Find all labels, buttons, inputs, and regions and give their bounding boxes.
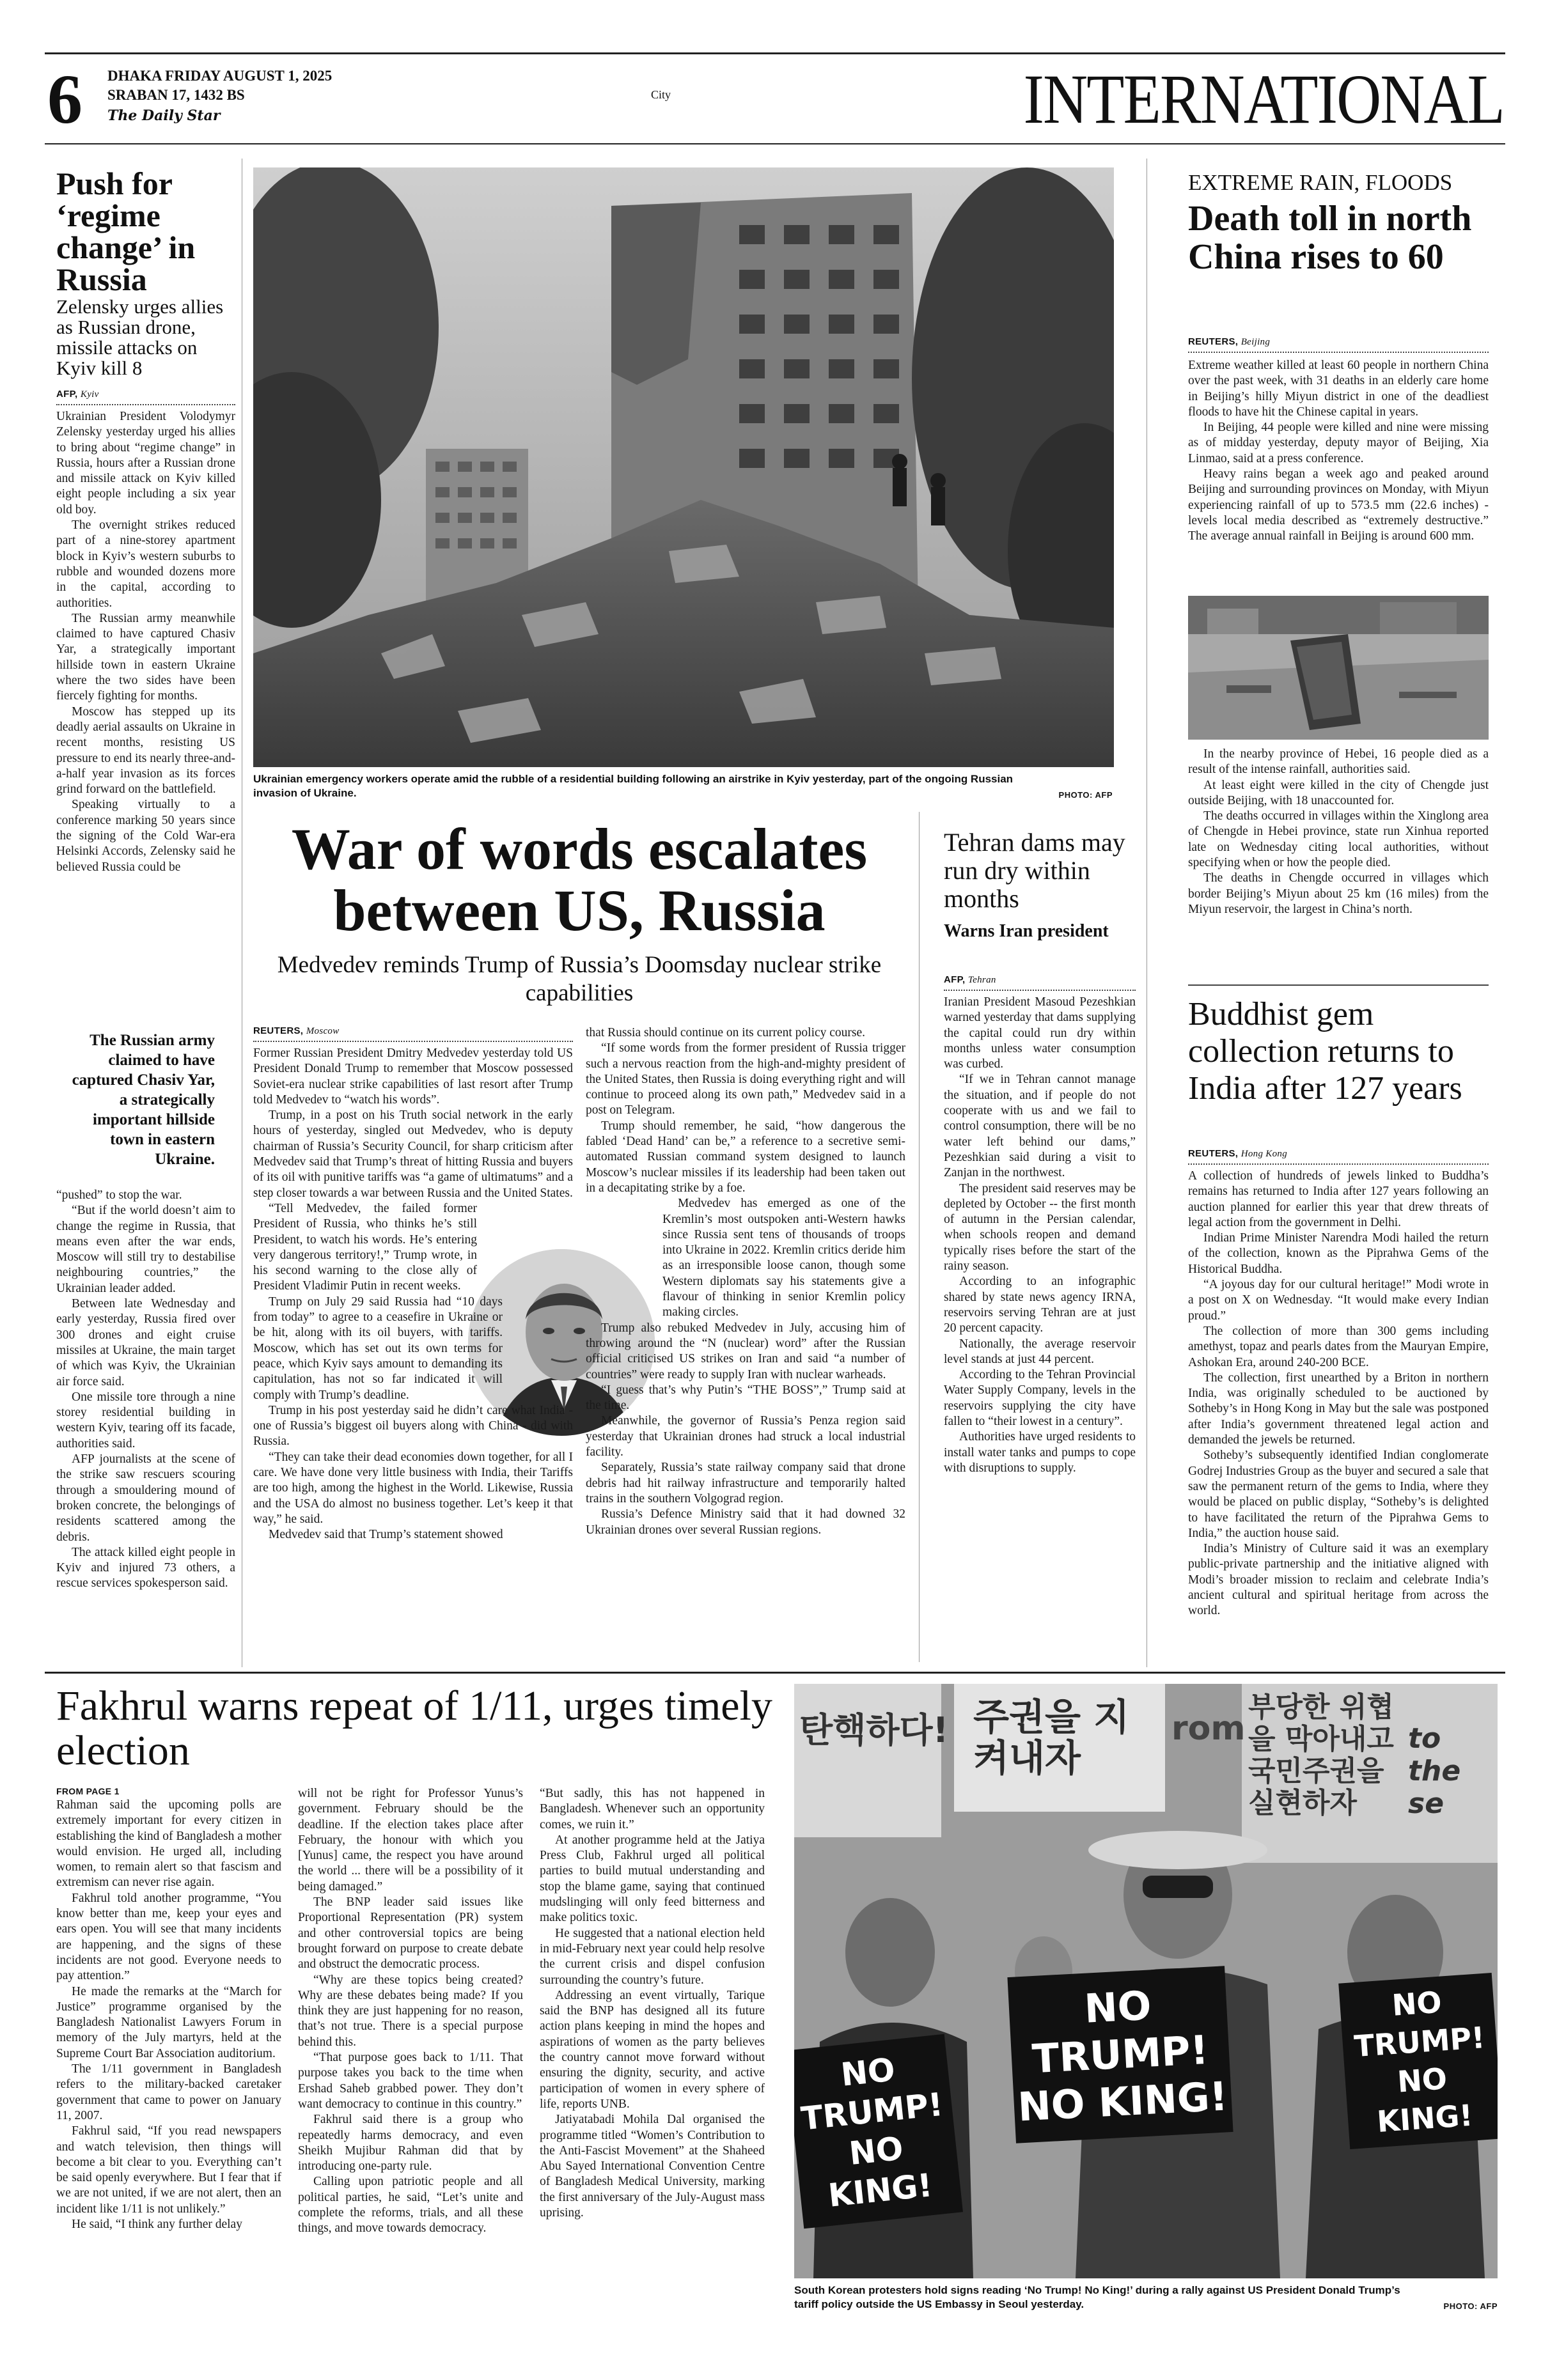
china-paragraph: The deaths occurred in villages within the Xinglong area of Chengde in Hebei province, state run Xinhua reported late on Wednesday citing local authorities, without specifying when or how the people died. [1188, 809, 1489, 870]
lead-paragraph: Russia’s Defence Ministry said that it had downed 32 Ukrainian drones over several Russian regions. [586, 1507, 905, 1537]
seoul-protest-photo [794, 1684, 1498, 2278]
china-paragraph: Extreme weather killed at least 60 people in northern China over the past week, with 31 deaths in an elderly care home in Beijing’s hilly Miyun district in one of the deadliest floods to have hit the Chinese capital in years. [1188, 359, 1489, 419]
buddha-paragraph: Sotheby’s subsequently identified Indian conglomerate Godrej Industries Group as the buyer and secured a sale that saw the permanent return of the gems to India, where they would be placed on public display, “Sotheby’s is delighted to have facilitated the return of the Piprahwa Gems to India,” the auction house said. [1188, 1449, 1489, 1540]
fakhrul-paragraph: Jatiyatabadi Mohila Dal organised the programme titled “Women’s Contribution to the Anti-Fascist Movement” at the Shaheed Abu Sayed International Convention Centre of Bangladesh Medical University, marking the first anniversary of the July-August mass uprising. [540, 2113, 765, 2220]
tehran-paragraph: The president said reserves may be depleted by October -- the first month of autumn in the Persian calendar, when schools reopen and demand typically rises before the start of the rainy season. [944, 1181, 1136, 1273]
lead-paragraph: that Russia should continue on its current policy course. [586, 1026, 866, 1039]
sign-text: NO TRUMP! NO KING! [799, 2051, 945, 2214]
fakhrul-paragraph: “Why are these topics being created? Why are these debates being made? If you think they are just happening for no reason, that’s not true. There is a special purpose behind this. [298, 1973, 523, 2049]
fakhrul-paragraph: He suggested that a national election held in mid-February next year could help resolve the current crisis and dispel confusion surrounding the country’s future. [540, 1926, 765, 1987]
kyiv-byline-rule [56, 404, 235, 405]
kyiv-paragraph: Moscow has stepped up its deadly aerial assaults on Ukraine in recent months, resisting US pressure to end its nearly three-and-a-half year invasion as its forces grind forward on the battlefield. [56, 704, 235, 797]
lead-paragraph: Medvedev has emerged as one of the Kremlin’s most outspoken anti-Western hawks since Russia sent tens of thousands of troops into Ukraine in 2022. Kremlin critics deride him as an irresponsible loose canon, though some Western diplomats say his statements give a flavour of thinking in senior Kremlin policy making circles. [662, 1197, 905, 1319]
seoul-photo-caption: South Korean protesters hold signs reading ‘No Trump! No King!’ during a rally against US President Donald Trump’s tariff policy outside the US Embassy in Seoul yesterday. [794, 2284, 1400, 2310]
tehran-paragraph: Iranian President Masoud Pezeshkian warned yesterday that dams supplying the capital could run dry within months unless water consumption was curbed. [944, 995, 1136, 1071]
tehran-headline: Tehran dams may run dry within months [944, 828, 1125, 913]
lead-byline: REUTERS, Moscow [253, 1025, 340, 1036]
buddha-paragraph: Indian Prime Minister Narendra Modi hailed the return of the collection, known as the Piprahwa Gems of the Historical Buddha. [1188, 1231, 1489, 1276]
china-paragraph: The deaths in Chengde occurred in villages which border Beijing’s Miyun about 25 km (16 miles) from the Miyun reservoir, the largest in China’s north. [1188, 871, 1489, 916]
tehran-byline-rule [944, 990, 1136, 991]
lead-body-2 [586, 1025, 905, 1660]
lead-paragraph: Trump on July 29 said Russia had “10 days from today” to agree to a ceasefire in Ukraine or be hit, along with its oil buyers, with tariffs. Moscow, which has set out its own terms for peace, which Kyiv says amount to demanding its capitulation, has not so far indicated it will comply with Trump’s deadline. [253, 1295, 503, 1402]
edition-label: City [651, 88, 671, 101]
lead-paragraph: “Tell Medvedev, the failed former President of Russia, who thinks he’s still President, to watch his words. He’s entering very dangerous territory!,” Trump wrote, in his second warning to the close ally of President Vladimir Putin in recent weeks. [253, 1201, 477, 1293]
flood-photo [1188, 596, 1489, 740]
dateline: DHAKA FRIDAY AUGUST 1, 2025 [107, 68, 333, 84]
fakhrul-paragraph: Addressing an event virtually, Tarique said the BNP has designed all its future action plans keeping in mind the hopes and aspirations of women as the party believes the country cannot move forward without ensuring the dignity, security, and active participation of women in every sphere of life, reports UNB. [540, 1988, 765, 2111]
lead-paragraph: Separately, Russia’s state railway company said that drone debris had hit railway infrastructure and temporarily halted trains in the southern Volgograd region. [586, 1461, 905, 1505]
kyiv-headline: Push for ‘regime change’ in Russia [56, 166, 196, 297]
kyiv-byline: AFP, Kyiv [56, 389, 99, 400]
tehran-body [944, 995, 1136, 1661]
kyiv-rubble-photo [253, 167, 1114, 767]
buddha-headline: Buddhist gem collection returns to India after 127 years [1188, 996, 1462, 1107]
banner-text-4: to the se [1408, 1722, 1461, 1820]
fakhrul-paragraph: “That purpose goes back to 1/11. That purpose takes you back to the time when Ershad Saheb grabbed power. They don’t want democracy to continue in this country.” [298, 2051, 523, 2111]
buddha-paragraph: A collection of hundreds of jewels linked to Buddha’s remains has returned to India after 127 years following an auction planned for earlier this year that drew threats of legal action from the government in Delhi. [1188, 1169, 1489, 1229]
no-trump-sign-center [1007, 1966, 1233, 2143]
buddha-paragraph: The collection of more than 300 gems including amethyst, topaz and pearls dates from the Mauryan Empire, Ashokan Era, around 240-200 BCE. [1188, 1324, 1489, 1369]
fakhrul-paragraph: At another programme held at the Jatiya Press Club, Fakhrul urged all political parties to build mutual understanding and stop the blame game, saying that continued mudslinging will only feed bitterness and make politics toxic. [540, 1833, 765, 1925]
page-number: 6 [47, 60, 82, 138]
lead-paragraph: “They can take their dead economies down together, for all I care. We have done very little business with India, their Tariffs are too high, among the highest in the World. Likewise, Russia and the USA do almost no business together. Let’s keep it that way,” he said. [253, 1450, 573, 1526]
lead-paragraph: Former Russian President Dmitry Medvedev yesterday told US President Donald Trump to remember that Moscow possessed Soviet-era nuclear strike capabilities of last resort after Trump told Medvedev to “watch his words”. [253, 1046, 573, 1107]
sign-text: NO TRUMP! NO KING! [1016, 1982, 1229, 2131]
lead-byline-rule [253, 1041, 573, 1042]
kyiv-deck: Zelensky urges allies as Russian drone, missile attacks on Kyiv kill 8 [56, 295, 224, 379]
china-paragraph: At least eight were killed in the city of Chengde just outside Beijing, with 18 unaccounted for. [1188, 778, 1489, 807]
paper-logo: The Daily Star [107, 107, 221, 124]
kyiv-paragraph: The attack killed eight people in Kyiv and injured 73 others, a rescue services spokesperson said. [56, 1545, 235, 1591]
banner-text-5: rom [1171, 1709, 1246, 1748]
buddha-body [1188, 1169, 1489, 1662]
fakhrul-paragraph: The BNP leader said issues like Proportional Representation (PR) system and other controversial topics are being brought forward on purpose to create debate and obstruct the democratic process. [298, 1895, 523, 1972]
tehran-paragraph: “If we in Tehran cannot manage the situation, and if people do not cooperate with us and we fail to control consumption, there will be no water left behind our dams,” Pezeshkian said during a visit to Zanjan in the northwest. [944, 1073, 1136, 1180]
kyiv-paragraph: AFP journalists at the scene of the strike saw rescuers scouring through a smouldering mound of broken concrete, the belongings of residents scattered among the debris. [56, 1452, 235, 1544]
fakhrul-paragraph: Fakhrul said, “If you read newspapers and watch television, then things will become a bit clear to you. Everything can’t be said openly everywhere. But I fear that if we are not united, if we are not alert, then an incident like 1/11 is not unlikely.” [56, 2124, 281, 2216]
fakhrul-body-3 [540, 1786, 765, 2360]
china-headline: Death toll in north China rises to 60 [1188, 199, 1472, 277]
lead-paragraph: Trump, in a post on his Truth social network in the early hours of yesterday, singled out Medvedev, who is deputy chairman of Russia’s Security Council, for sharp criticism after Medvedev said that Trump’s threat of hitting Russia and buyers of its oil with punitive tariffs was “a game of ultimatums” and a step closer towards a war between Russia and the United States. [253, 1108, 573, 1200]
kyiv-body-1 [56, 409, 235, 1055]
fakhrul-top-rule [45, 1672, 1505, 1674]
buddha-byline: REUTERS, Hong Kong [1188, 1148, 1288, 1159]
china-body-2 [1188, 747, 1489, 977]
seoul-photo-credit: PHOTO: AFP [1443, 2301, 1498, 2311]
buddha-byline-rule [1188, 1163, 1489, 1165]
lead-deck: Medvedev reminds Trump of Russia’s Doomsday nuclear strike capabilities [277, 952, 882, 1006]
lead-body-1 [253, 1046, 573, 1660]
fakhrul-paragraph: Fakhrul told another programme, “You know better than me, keep your eyes and ears open. You will see that many incidents are happening, and the signs of these incidents are not good. Everyone needs to pay attention.” [56, 1891, 281, 1983]
tehran-paragraph: Nationally, the average reservoir level stands at just 44 percent. [944, 1337, 1136, 1366]
masthead-rule [45, 143, 1505, 144]
china-paragraph: In Beijing, 44 people were killed and nine were missing as of midday yesterday, deputy mayor of Beijing, Xia Linmao, said at a press conference. [1188, 421, 1489, 465]
tehran-byline: AFP, Tehran [944, 974, 996, 985]
lead-paragraph: Meanwhile, the governor of Russia’s Penza region said yesterday that Ukrainian drones had struck a local industrial facility. [586, 1414, 905, 1459]
kyiv-photo-credit: PHOTO: AFP [1058, 790, 1113, 800]
china-paragraph: Heavy rains began a week ago and peaked around Beijing and surrounding provinces on Monday, with Miyun experiencing rainfall of up to 573.5 mm (22.6 inches) - levels local media described as “extremely destructive.” The average annual rainfall in Beijing is around 600 mm. [1188, 467, 1489, 543]
buddha-paragraph: India’s Ministry of Culture said it was an exemplary public-private partnership and the initiative aligned with Modi’s broader mission to reclaim and celebrate India’s ancient cultural and spiritual heritage from across the world. [1188, 1542, 1489, 1618]
no-trump-sign-left [794, 2034, 963, 2229]
kyiv-pullquote: The Russian army claimed to have captured Chasiv Yar, a strategically important hillside town in eastern Ukraine. [72, 1032, 215, 1168]
banner-text-2: 주권을 지켜내자 [973, 1695, 1130, 1780]
tehran-paragraph: According to an infographic shared by state news agency IRNA, reservoirs serving Tehran are at just 20 percent capacity. [944, 1275, 1136, 1335]
kyiv-paragraph: Speaking virtually to a conference marking 50 years since the signing of the Cold War-era Helsinki Accords, Zelensky said he believed Russia could be [56, 798, 235, 874]
kyiv-paragraph: “pushed” to stop the war. [56, 1188, 182, 1202]
lead-paragraph: Trump in his post yesterday said he didn’t care what India - one of Russia’s biggest oil buyers along with China - did with Russia. [253, 1403, 573, 1449]
fakhrul-headline: Fakhrul warns repeat of 1/11, urges timely election [56, 1683, 772, 1774]
fakhrul-paragraph: Fakhrul said there is a group who repeatedly harms democracy, and even Sheikh Mujibur Rahman did that by introducing one-party rule. [298, 2113, 523, 2174]
china-end-rule [1188, 984, 1489, 986]
china-byline: REUTERS, Beijing [1188, 336, 1271, 347]
lead-paragraph: Trump should remember, he said, “how dangerous the fabled ‘Dead Hand’ can be,” a reference to a secretive semi-automated Russian command system designed to launch Moscow’s nuclear missiles if its leadership had been taken out in a decapitating strike by a foe. [586, 1119, 905, 1195]
fakhrul-body-1 [56, 1798, 281, 2360]
sign-text: NO TRUMP! NO KING! [1352, 1984, 1486, 2139]
china-byline-rule [1188, 352, 1489, 353]
kyiv-paragraph: “But if the world doesn’t aim to change the regime in Russia, that means even after the war ends, Moscow will still try to destabilise neighbouring countries,” the Ukrainian leader added. [56, 1204, 235, 1295]
dateline-bs: SRABAN 17, 1432 BS [107, 87, 245, 103]
flood-illustration [1188, 596, 1489, 740]
fakhrul-paragraph: He said, “I think any further delay [72, 2218, 242, 2232]
fakhrul-paragraph: will not be right for Professor Yunus’s government. February should be the deadline. If the election takes place after February, the honour with which you [Yunus] came, the respect you have around the world ... there will be a possibility of it being damaged.” [298, 1787, 523, 1894]
lead-headline: War of words escalates between US, Russia [291, 816, 868, 943]
kyiv-paragraph: The Russian army meanwhile claimed to have captured Chasiv Yar, a strategically important hillside town in eastern Ukraine where the two sides have been fiercely fighting for months. [56, 611, 235, 703]
fakhrul-body-2 [298, 1786, 523, 2360]
kyiv-body-2 [56, 1188, 235, 1667]
banner-text-1: 탄핵하다! [799, 1710, 949, 1750]
fakhrul-from-page: FROM PAGE 1 [56, 1786, 120, 1796]
tehran-paragraph: Authorities have urged residents to install water tanks and pumps to cope with disruptions to supply. [944, 1430, 1136, 1475]
china-body-1 [1188, 358, 1489, 588]
china-kicker: EXTREME RAIN, FLOODS [1188, 170, 1453, 195]
column-divider-tehran [919, 812, 920, 1662]
lead-paragraph: “If some words from the former president of Russia trigger such a nervous reaction from the high-and-mighty president of the United States, then Russia is doing everything right and will continue to proceed along its own path,” Medvedev said in a post on Telegram. [586, 1041, 905, 1117]
banner-text-3: 부당한 위협을 막아내고 국민주권을 실현하자 [1248, 1691, 1394, 1819]
no-trump-sign-right [1338, 1973, 1498, 2149]
rubble-illustration [253, 167, 1114, 767]
buddha-paragraph: “A joyous day for our cultural heritage!” Modi wrote in a post on X on Wednesday. “It would make every Indian proud.” [1188, 1278, 1489, 1323]
tehran-paragraph: According to the Tehran Provincial Water Supply Company, levels in the reservoirs supplying the city have fallen to “their lowest in a century”. [944, 1368, 1136, 1429]
fakhrul-paragraph: Rahman said the upcoming polls are extremely important for every citizen in establishing the kind of Bangladesh a mother would envision. He urged all, including women, to remain alert so that fascism and extremism can never rise again. [56, 1798, 281, 1890]
fakhrul-paragraph: The 1/11 government in Bangladesh refers to the military-backed caretaker government that came to power on January 11, 2007. [56, 2062, 281, 2122]
fakhrul-paragraph: He made the remarks at the “March for Justice” programme organised by the Bangladesh Nationalist Lawyers Forum in memory of the July martyrs, held at the Supreme Court Bar Association auditorium. [56, 1984, 281, 2060]
kyiv-paragraph: The overnight strikes reduced part of a nine-storey apartment block in Kyiv’s western suburbs to rubble and wounded dozens more in the capital, according to authorities. [56, 518, 235, 610]
top-rule [45, 52, 1505, 54]
lead-paragraph: Trump also rebuked Medvedev in July, accusing him of throwing around the “N (nuclear) word” after the Russian official criticised US strikes on Iran and said “a number of countries” were ready to supply Iran with nuclear warheads. [586, 1321, 905, 1381]
kyiv-paragraph: Ukrainian President Volodymyr Zelensky yesterday urged his allies to bring about “regime change” in Russia, hours after a Russian drone and missile attack on Kyiv killed eight people including a six year old boy. [56, 410, 235, 517]
fakhrul-paragraph: “But sadly, this has not happened in Bangladesh. Whenever such an opportunity comes, we ruin it.” [540, 1787, 765, 1832]
tehran-deck: Warns Iran president [944, 921, 1109, 941]
lead-paragraph: “I guess that’s why Putin’s “THE BOSS”,” Trump said at the time. [586, 1383, 905, 1413]
kyiv-photo-caption: Ukrainian emergency workers operate amid the rubble of a residential building following an airstrike in Kyiv yesterday, part of the ongoing Russian invasion of Ukraine. [253, 773, 1014, 799]
buddha-paragraph: The collection, first unearthed by a Briton in northern India, was originally scheduled to be auctioned by Sotheby’s in Hong Kong in May but the sale was postponed after India’s government threatened legal action and demanded the jewels be returned. [1188, 1371, 1489, 1447]
fakhrul-paragraph: Calling upon patriotic people and all political parties, he said, “Let’s unite and complete the reforms, trials, and all these things, and move towards democracy. [298, 2175, 523, 2236]
lead-paragraph: Medvedev said that Trump’s statement showed [269, 1528, 503, 1542]
kyiv-paragraph: One missile tore through a nine storey residential building in western Kyiv, tearing off its facade, authorities said. [56, 1390, 235, 1451]
china-paragraph: In the nearby province of Hebei, 16 people died as a result of the intense rainfall, authorities said. [1188, 747, 1489, 777]
section-title: INTERNATIONAL [1023, 60, 1504, 138]
kyiv-paragraph: Between late Wednesday and early yesterday, Russia fired over 300 drones and eight cruise missiles at Ukraine, the main target of which was Kyiv, the Ukrainian air force said. [56, 1297, 235, 1388]
